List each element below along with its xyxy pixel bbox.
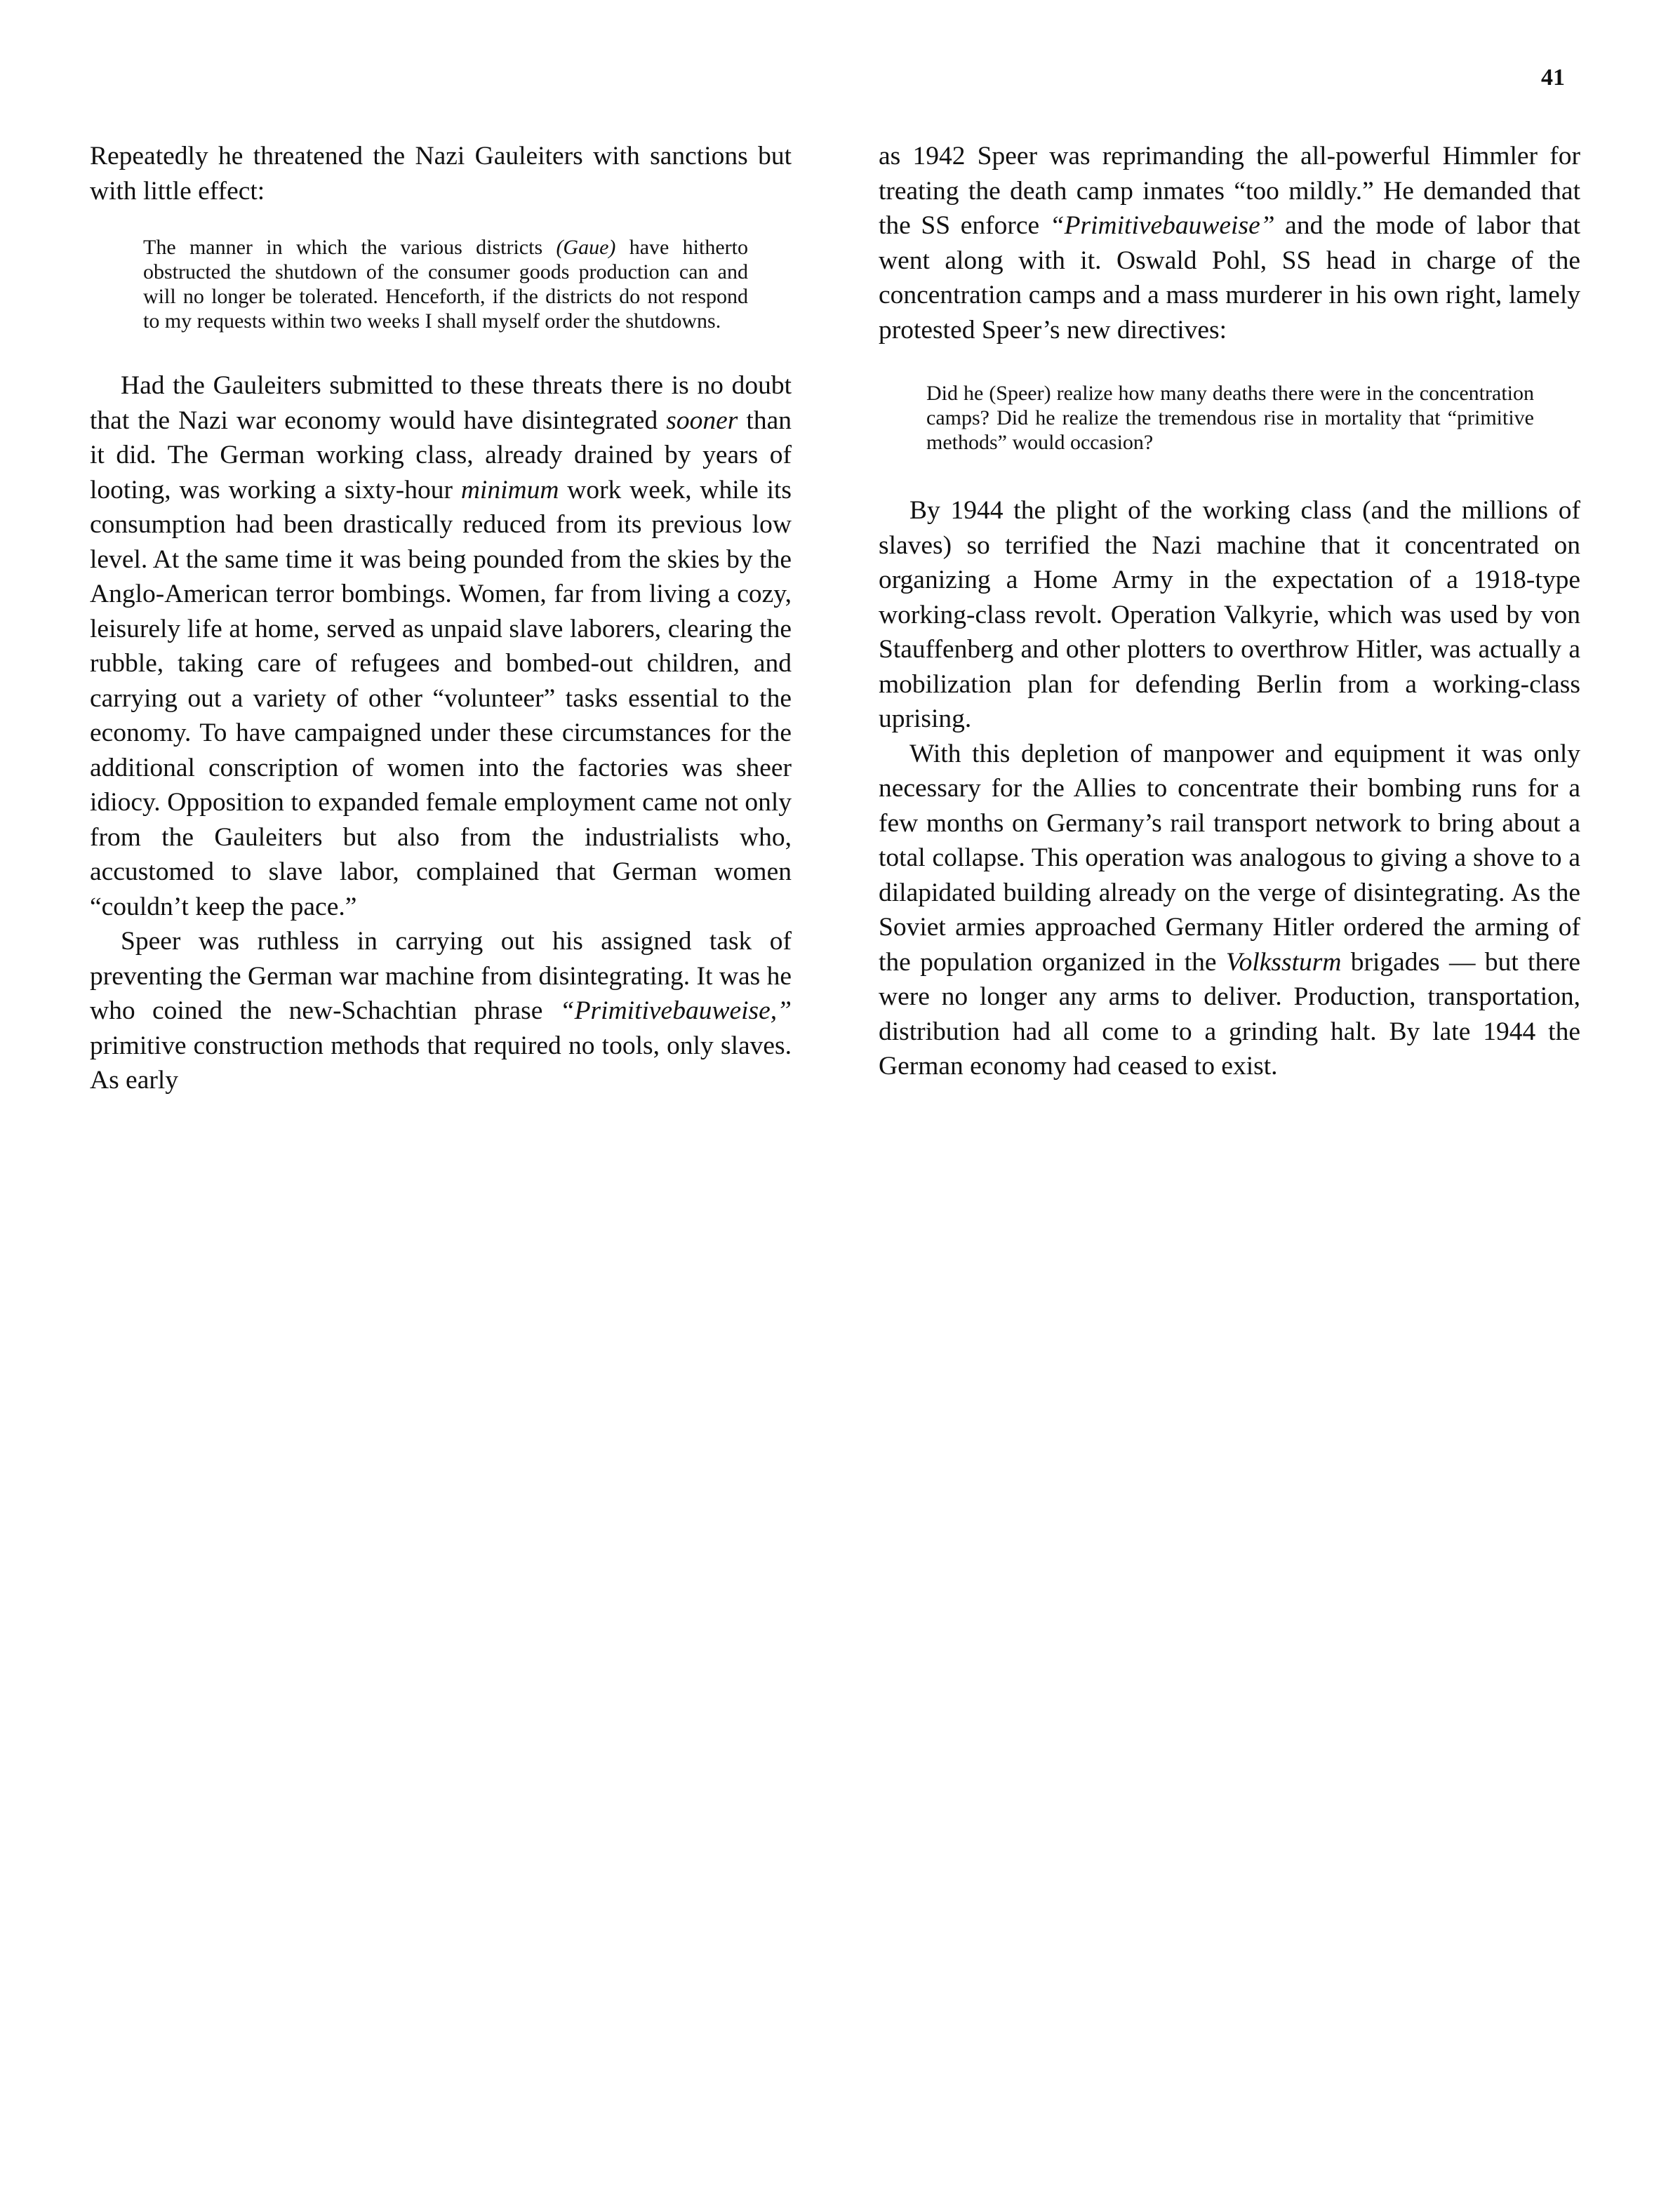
left-column [90,139,792,1098]
left-paragraph-3 [90,924,792,1098]
left-paragraph-1: Repeatedly he threatened the Nazi Gauleiters with sanctions but with little effect: [90,142,792,206]
right-block-quote: Did he (Speer) realize how many deaths there were in the concentration camps? Did he realize the tremendous rise in mortality that “primitive methods” would occasion? [926,382,1534,454]
right-p3-italic: Volkssturm [1225,947,1342,977]
page-number: 41 [1541,65,1565,91]
right-p3-text-2: brigades — but there were no longer any arms to deliver. Production, transportation, distribution had all come to a grinding halt. By late 1944 the German economy had ceased to exist. [879,947,1580,1081]
left-p3-text-1: Speer was ruthless in carrying out his assigned task of preventing the German war machine from disintegrating. It was he who coined the new-Schachtian phrase [90,927,792,1025]
left-quote-text-1: The manner in which the various districts [143,236,556,259]
right-paragraph-2: By 1944 the plight of the working class (and the millions of slaves) so terrified the Nazi machine that it concentrated on organizing a Home Army in the expectation of a 1918-type working-class revolt. Operation Valkyrie, which was used by von Stauffenberg and other plotters to overthrow Hitler, was actually a mobilization plan for defending Berlin from a working-class uprising. [879,496,1580,733]
right-p1-text-1: as 1942 Speer was reprimanding the all-powerful Himmler for treating the death camp inmates “too mildly.” He demanded that the SS enforce [879,142,1580,240]
left-p2-italic-2: minimum [460,475,559,504]
left-quote-italic: (Gaue) [556,236,616,259]
left-p2-text-3: work week, while its consumption had been drastically reduced from its previous low level. At the same time it was being pounded from the skies by the Anglo-American terror bombings. Women, far from living a cozy, leisurely life at home, served as unpaid slave laborers, clearing the rubble, taking care of refugees and bombed-out children, and carrying out a variety of other “volunteer” tasks essential to the economy. To have campaigned under these circumstances for the additional conscription of women into the factories was sheer idiocy. Opposition to expanded female employment came not only from the Gauleiters but also from the industrialists who, accustomed to slave labor, complained that German women “couldn’t keep the pace.” [90,475,792,921]
left-quote-text-2: have hitherto obstructed the shutdown of the consumer goods production can and will no longer be tolerated. Henceforth, if the districts do not respond to my requests within two weeks I shall myself order the shutdowns. [143,236,748,333]
right-paragraph-1 [879,139,1580,347]
right-p1-italic: “Primitivebauweise” [1049,211,1275,240]
left-p2-text-2: than it did. The German working class, already drained by years of looting, was working a sixty-hour [90,406,792,504]
left-paragraph-2 [90,368,792,924]
right-paragraph-3 [879,737,1580,1084]
left-p3-text-2: primitive construction methods that required no tools, only slaves. As early [90,1031,792,1095]
right-p1-text-2: and the mode of labor that went along with it. Oswald Pohl, SS head in charge of the concentration camps and a mass murderer in his own right, lamely protested Speer’s new directives: [879,211,1580,345]
left-block-quote [143,235,748,333]
left-p3-italic: “Primitivebauweise,” [559,996,792,1025]
left-p2-text-1: Had the Gauleiters submitted to these threats there is no doubt that the Nazi war economy would have disintegrated [90,371,792,435]
right-column [879,139,1580,1084]
left-p2-italic-1: sooner [666,406,738,435]
right-p3-text-1: With this depletion of manpower and equipment it was only necessary for the Allies to concentrate their bombing runs for a few months on Germany’s rail transport network to bring about a total collapse. This operation was analogous to giving a shove to a dilapidated building already on the verge of disintegrating. As the Soviet armies approached Germany Hitler ordered the arming of the population organized in the [879,739,1580,977]
